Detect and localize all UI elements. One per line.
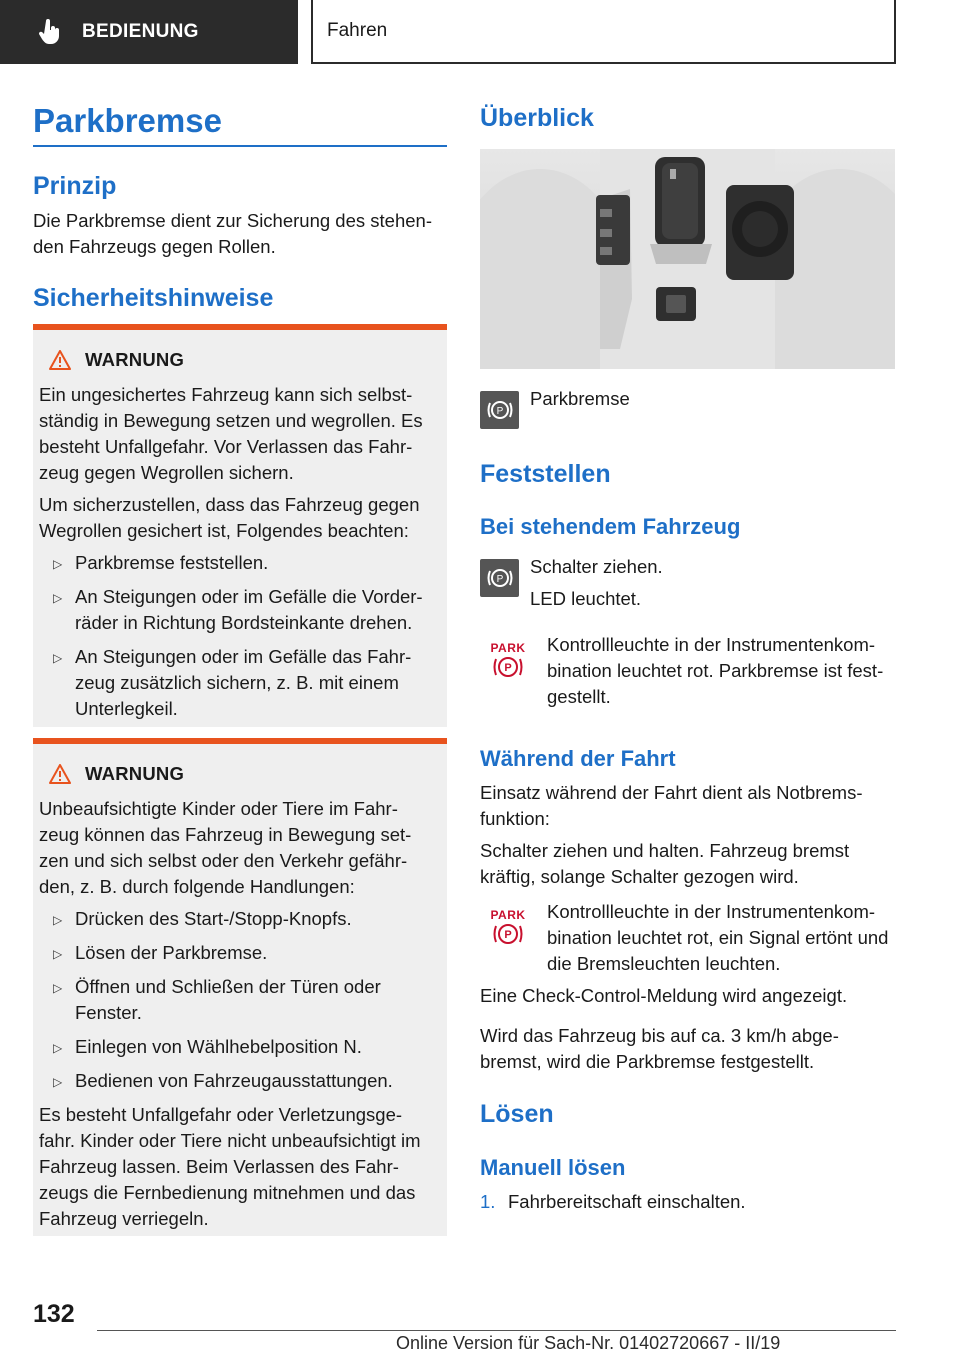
triangle-bullet-icon: ▷ bbox=[53, 947, 63, 961]
page-title: Parkbremse bbox=[33, 102, 222, 139]
section-label: BEDIENUNG bbox=[82, 21, 199, 42]
triangle-bullet-icon: ▷ bbox=[53, 981, 63, 995]
triangle-bullet-icon: ▷ bbox=[53, 591, 63, 605]
overview-heading: Überblick bbox=[480, 104, 594, 132]
list-item: ▷ Drücken des Start-/Stopp-Knopfs. bbox=[39, 906, 437, 932]
list-item: ▷ Parkbremse feststellen. bbox=[39, 550, 437, 576]
hand-pointer-icon bbox=[38, 19, 62, 45]
svg-text:P: P bbox=[504, 662, 512, 674]
warning-text: Es besteht Unfallgefahr oder Verletzungsge-fahr. Kinder oder Tiere nicht unbeaufsichtigt im Fahrzeug lassen. Beim Verlassen des Fahr-zeugs die Fernbedienung mitnehmen und das Fahrzeug verriegeln. bbox=[39, 1104, 421, 1229]
feststellen-heading: Feststellen bbox=[480, 460, 611, 488]
triangle-bullet-icon: ▷ bbox=[53, 557, 63, 571]
svg-text:P: P bbox=[504, 929, 512, 941]
fahrt-text-4: Wird das Fahrzeug bis auf ca. 3 km/h abge-bremst, wird die Parkbremse festgestellt. bbox=[480, 1025, 839, 1072]
warning-list bbox=[39, 550, 437, 722]
prinzip-text: Die Parkbremse dient zur Sicherung des stehen-den Fahrzeugs gegen Rollen. bbox=[33, 210, 432, 257]
triangle-bullet-icon: ▷ bbox=[53, 1041, 63, 1055]
list-item: ▷ Lösen der Parkbremse. bbox=[39, 940, 437, 966]
warning-label: WARNUNG bbox=[85, 763, 185, 784]
warning-label: WARNUNG bbox=[85, 349, 185, 370]
stehend-line-1: Schalter ziehen. bbox=[530, 556, 663, 577]
triangle-bullet-icon: ▷ bbox=[53, 913, 63, 927]
fahrt-text-3: Eine Check-Control-Meldung wird angezeigt. bbox=[480, 985, 848, 1006]
warning-box-2 bbox=[33, 738, 447, 1236]
parkbremse-button-icon bbox=[480, 559, 519, 597]
warning-text: Unbeaufsichtigte Kinder oder Tiere im Fahr-zeug können das Fahrzeug in Bewegung set-zen und sich selbst oder den Verkehr gefähr-den, z. B. durch folgende Handlungen: bbox=[39, 798, 412, 897]
triangle-bullet-icon: ▷ bbox=[53, 1075, 63, 1089]
stehend-line-2: LED leuchtet. bbox=[530, 588, 642, 609]
warning-box-1 bbox=[33, 324, 447, 727]
list-item: ▷ Öffnen und Schließen der Türen oder Fenster. bbox=[53, 976, 381, 1023]
chapter-label: Fahren bbox=[327, 20, 388, 41]
section-header bbox=[0, 0, 298, 64]
triangle-bullet-icon: ▷ bbox=[53, 651, 63, 665]
step-number: 1. bbox=[480, 1191, 496, 1212]
center-console-illustration bbox=[480, 149, 895, 369]
warning-list bbox=[39, 906, 437, 1094]
title-divider bbox=[33, 145, 447, 147]
kontroll-text-1: Kontrollleuchte in der Instrumentenkom-bination leuchtet rot. Parkbremse ist fest-gestellt. bbox=[547, 634, 884, 707]
page-number: 132 bbox=[33, 1300, 75, 1328]
list-item: ▷ An Steigungen oder im Gefälle das Fahr-zeug zusätzlich sichern, z. B. mit einem Unterlegkeil. bbox=[53, 646, 412, 719]
safety-heading: Sicherheitshinweise bbox=[33, 284, 274, 312]
list-item: ▷ Bedienen von Fahrzeugausstattungen. bbox=[39, 1068, 437, 1094]
step-text: Fahrbereitschaft einschalten. bbox=[508, 1191, 746, 1212]
fahrt-text-1: Einsatz während der Fahrt dient als Notbrems-funktion: bbox=[480, 782, 863, 829]
parkbremse-photo bbox=[480, 149, 895, 369]
stehend-heading: Bei stehendem Fahrzeug bbox=[480, 514, 741, 539]
prinzip-heading: Prinzip bbox=[33, 172, 117, 200]
fahrt-heading: Während der Fahrt bbox=[480, 746, 676, 771]
warning-text: Ein ungesichertes Fahrzeug kann sich selbst-ständig in Bewegung setzen und wegrollen. Es besteht Unfallgefahr. Vor Verlassen das Fahr-zeug gegen Wegrollen sichern. bbox=[39, 384, 423, 483]
svg-text:P: P bbox=[496, 406, 503, 417]
kontroll-text-2: Kontrollleuchte in der Instrumentenkom-bination leuchtet rot, ein Signal ertönt und die Bremsleuchten leuchten. bbox=[547, 901, 889, 974]
svg-text:P: P bbox=[496, 574, 503, 585]
park-indicator-icon: PARK P bbox=[490, 908, 526, 941]
parkbremse-button-icon bbox=[480, 391, 519, 429]
list-item: ▷ An Steigungen oder im Gefälle die Vorder-räder in Richtung Bordsteinkante drehen. bbox=[53, 586, 423, 633]
loesen-heading: Lösen bbox=[480, 1100, 554, 1128]
footer-online-version: Online Version für Sach-Nr. 01402720667 - II/19 bbox=[396, 1333, 781, 1353]
chapter-header bbox=[311, 0, 896, 64]
warning-triangle-icon bbox=[49, 350, 71, 370]
list-item: ▷ Einlegen von Wählhebelposition N. bbox=[39, 1034, 437, 1060]
footer-divider bbox=[97, 1330, 896, 1331]
manuell-heading: Manuell lösen bbox=[480, 1155, 626, 1180]
park-indicator-icon: PARK P bbox=[490, 641, 526, 674]
warning-triangle-icon bbox=[49, 764, 71, 784]
warning-text: Um sicherzustellen, dass das Fahrzeug gegen Wegrollen gesichert ist, Folgendes beachten: bbox=[39, 494, 420, 541]
fahrt-text-2: Schalter ziehen und halten. Fahrzeug bremst kräftig, solange Schalter gezogen wird. bbox=[480, 840, 850, 887]
photo-caption: Parkbremse bbox=[530, 388, 630, 409]
